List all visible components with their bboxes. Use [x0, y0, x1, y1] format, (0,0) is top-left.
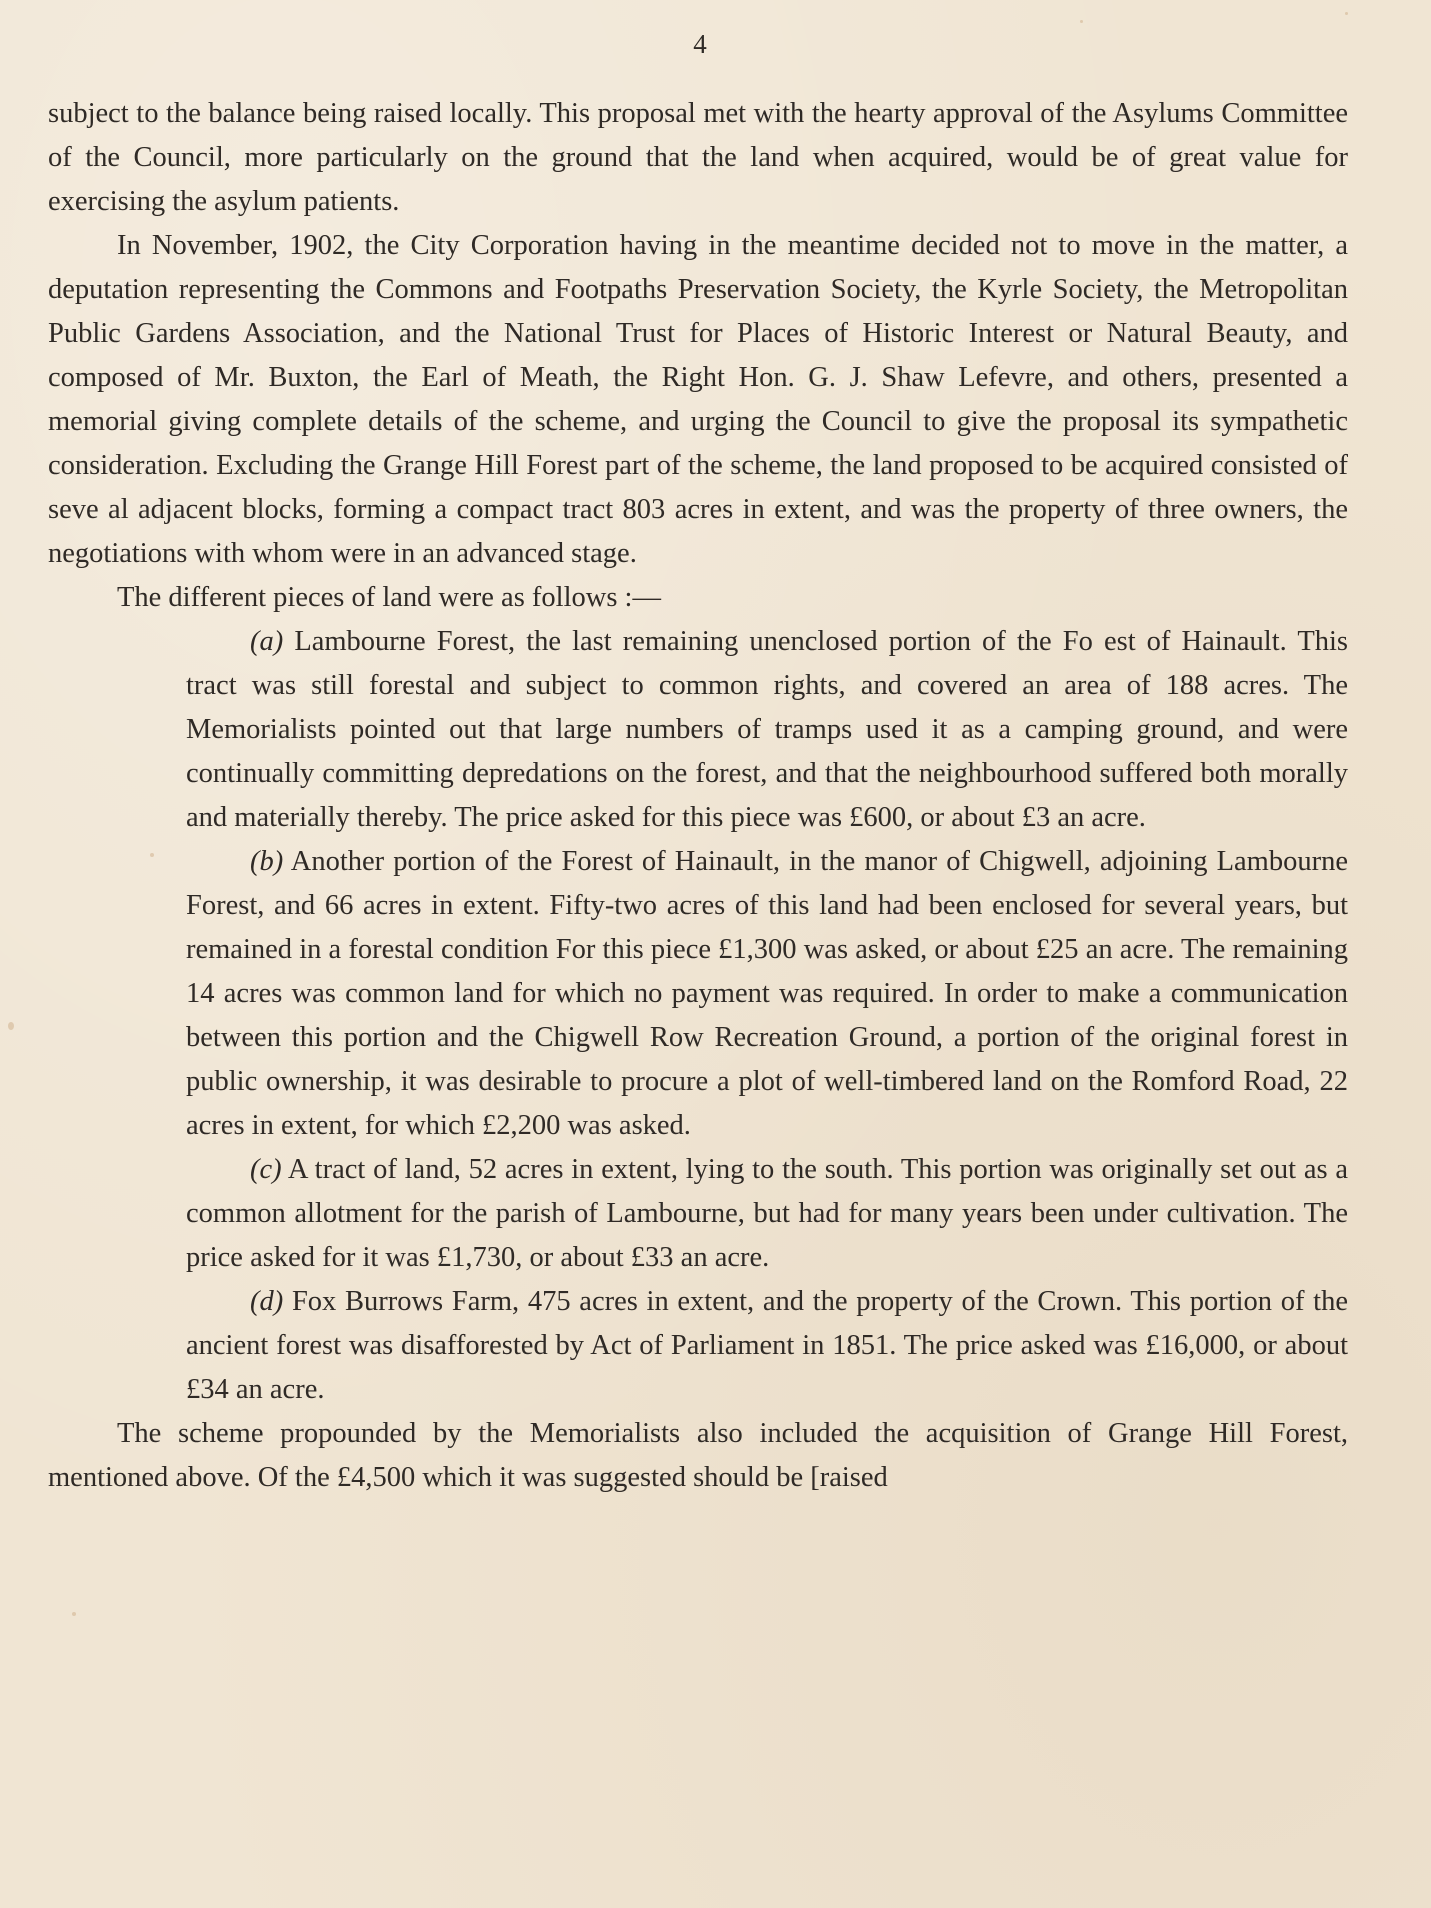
list-item-d [186, 1280, 1348, 1412]
list-item-label: (c) [250, 1154, 282, 1185]
page-number: 4 [693, 29, 707, 59]
list-item-label: (d) [250, 1286, 284, 1317]
list-item-text: Fox Burrows Farm, 475 acres in extent, and the property of the Crown. This portion of the ancient forest was disafforested by Act of Parliament in 1851. The price asked was £16,000, or about £34 an acre. [186, 1286, 1348, 1405]
list-item-b [186, 840, 1348, 1148]
list-item-label: (a) [250, 626, 284, 657]
paragraph-continuation: subject to the balance being raised locally. This proposal met with the hearty approval of the Asylums Committee of the Council, more particularly on the ground that the land when acquired, would be of great value for exercising the asylum patients. [48, 98, 1348, 217]
list-item-text: Another portion of the Forest of Hainault, in the manor of Chigwell, adjoining Lambourne Forest, and 66 acres in extent. Fifty-two acres of this land had been enclosed for several years, but remained in a forestal condition For this piece £1,300 was asked, or about £25 an acre. The remaining 14 acres was common land for which no payment was required. In order to make a communication between this portion and the Chigwell Row Recreation Ground, a portion of the original forest in public ownership, it was desirable to procure a plot of well-timbered land on the Romford Road, 22 acres in extent, for which £2,200 was asked. [186, 846, 1348, 1141]
list-item-c [186, 1148, 1348, 1280]
list-item-text: A tract of land, 52 acres in extent, lying to the south. This portion was originally set out as a common allotment for the parish of Lambourne, but had for many years been under cultivation. The price asked for it was £1,730, or about £33 an acre. [186, 1154, 1348, 1273]
list-item-text: Lambourne Forest, the last remaining unenclosed portion of the Fo est of Hainault. This tract was still forestal and subject to common rights, and covered an area of 188 acres. The Memorialists pointed out that large numbers of tramps used it as a camping ground, and were continually committing depredations on the forest, and that the neighbourhood suffered both morally and materially thereby. The price asked for this piece was £600, or about £3 an acre. [186, 626, 1348, 833]
paragraph-deputation: In November, 1902, the City Corporation having in the meantime decided not to move in the matter, a deputation representing the Commons and Footpaths Preservation Society, the Kyrle Society, the Metropolitan Public Gardens Association, and the National Trust for Places of Historic Interest or Natural Beauty, and composed of Mr. Buxton, the Earl of Meath, the Right Hon. G. J. Shaw Lefevre, and others, presented a memorial giving complete details of the scheme, and urging the Council to give the proposal its sympathetic consideration. Excluding the Grange Hill Forest part of the scheme, the land proposed to be acquired consisted of seve al adjacent blocks, forming a compact tract 803 acres in extent, and was the property of three owners, the negotiations with whom were in an advanced stage. [48, 230, 1348, 569]
list-item-a [186, 620, 1348, 840]
paragraph-grange-hill: The scheme propounded by the Memorialists also included the acquisition of Grange Hill Forest, mentioned above. Of the £4,500 which it was suggested should be [raised [48, 1418, 1348, 1493]
list-item-label: (b) [250, 846, 284, 877]
body-text [48, 92, 1348, 1500]
paragraph-list-intro: The different pieces of land were as follows :— [117, 582, 661, 613]
